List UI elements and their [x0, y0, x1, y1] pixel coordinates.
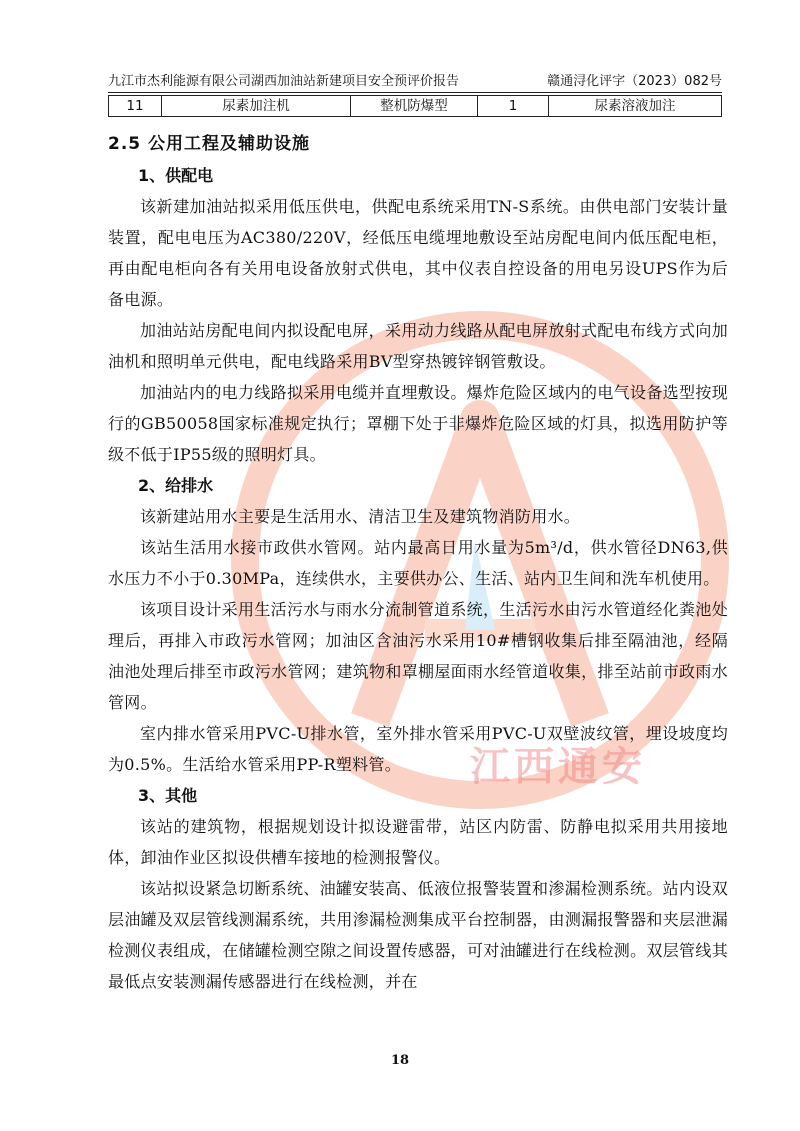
paragraph: 该新建站用水主要是生活用水、清洁卫生及建筑物消防用水。	[140, 507, 581, 526]
subsection-title-power: 1、供配电	[138, 166, 214, 185]
page-number: 18	[390, 1053, 410, 1068]
watermark-text: 江西通安	[470, 744, 646, 790]
page-header	[108, 70, 722, 93]
paragraph: 该站的建筑物，根据规划设计拟设避雷带，站区内防雷、防静电拟采用共用接地体，卸油作业区拟设供槽车接地的检测报警仪。	[108, 817, 728, 867]
paragraph: 该站拟设紧急切断系统、油罐安装高、低液位报警装置和渗漏检测系统。站内设双层油罐及双层管线测漏系统，共用渗漏检测集成平台控制器，由测漏报警器和夹层泄漏检测仪表组成，在储罐检测空隙之间设置传感器，可对油罐进行在线检测。双层管线其最低点安装测漏传感器进行在线检测，并在	[108, 879, 728, 991]
paragraph: 室内排水管采用PVC-U排水管，室外排水管采用PVC-U双壁波纹管，埋设坡度均为0.5%。生活给水管采用PP-R塑料管。	[108, 724, 728, 774]
subsection-title-other: 3、其他	[138, 786, 198, 805]
table-cell-qty: 1	[478, 96, 549, 117]
paragraph: 该新建加油站拟采用低压供电，供配电系统采用TN-S系统。由供电部门安装计量装置，配电电压为AC380/220V，经低压电缆埋地敷设至站房配电间内低压配电柜，再由配电柜向各有关用电设备放射式供电，其中仪表自控设备的用电另设UPS作为后备电源。	[108, 197, 728, 309]
header-report-title: 九江市杰利能源有限公司湖西加油站新建项目安全预评价报告	[108, 74, 460, 89]
paragraph: 加油站内的电力线路拟采用电缆并直埋敷设。爆炸危险区域内的电气设备选型按现行的GB50058国家标准规定执行；罩棚下处于非爆炸危险区域的灯具，拟选用防护等级不低于IP55级的照明灯具。	[108, 383, 728, 464]
table-cell-type: 整机防爆型	[351, 96, 478, 117]
table-cell-name: 尿素加注机	[162, 96, 351, 117]
equipment-table	[108, 95, 722, 117]
table-cell-no: 11	[109, 96, 162, 117]
paragraph: 该项目设计采用生活污水与雨水分流制管道系统，生活污水由污水管道经化粪池处理后，再排入市政污水管网；加油区含油污水采用10#槽钢收集后排至隔油池，经隔油池处理后排至市政污水管网；建筑物和罩棚屋面雨水经管道收集，排至站前市政雨水管网。	[108, 600, 728, 712]
header-report-number: 赣通浔化评字（2023）082号	[547, 74, 722, 89]
main-content	[108, 128, 728, 997]
paragraph: 加油站站房配电间内拟设配电屏，采用动力线路从配电屏放射式配电布线方式向加油机和照明单元供电，配电线路采用BV型穿热镀锌钢管敷设。	[108, 321, 728, 371]
table-cell-use: 尿素溶液加注	[549, 96, 722, 117]
subsection-title-water: 2、给排水	[138, 476, 214, 495]
table-row	[109, 96, 722, 117]
paragraph: 该站生活用水接市政供水管网。站内最高日用水量为5m³/d，供水管径DN63,供水压力不小于0.30MPa，连续供水，主要供办公、生活、站内卫生间和洗车机使用。	[108, 538, 728, 588]
section-title: 2.5 公用工程及辅助设施	[108, 134, 311, 154]
